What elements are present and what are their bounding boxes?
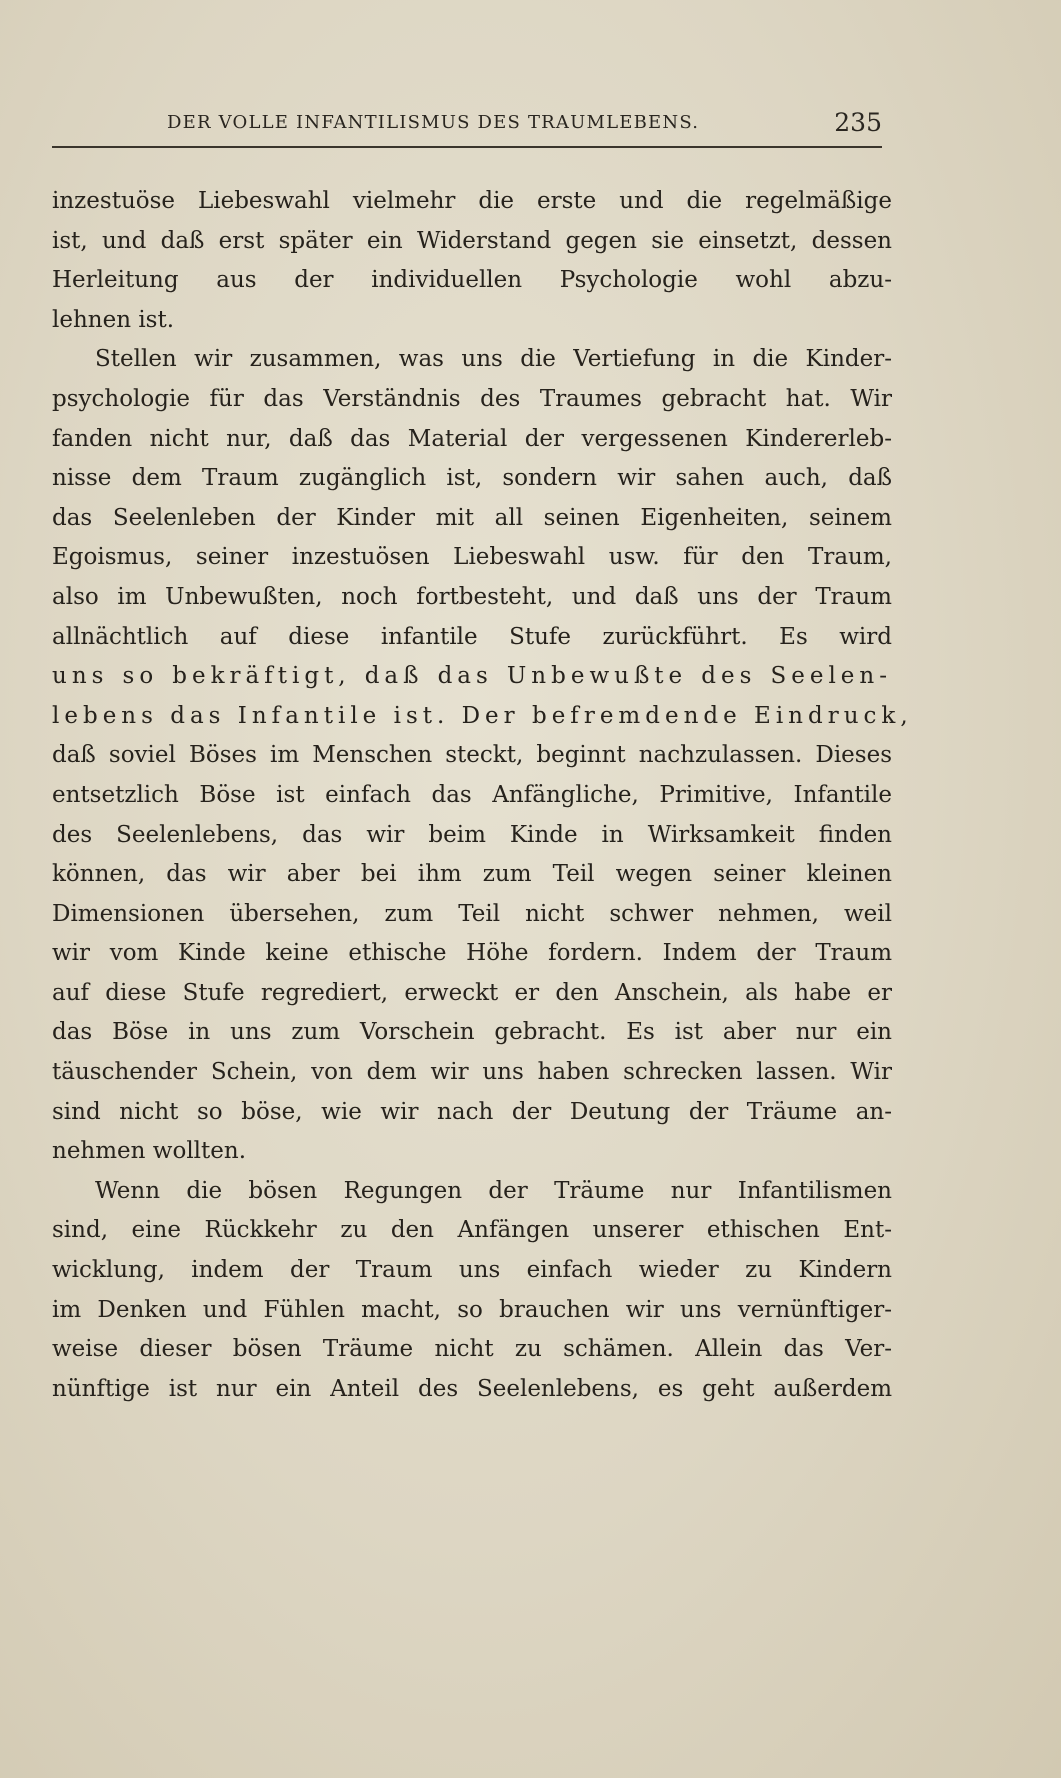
text-line: des Seelenlebens, das wir beim Kinde in Wirksamkeit finden [52,821,892,848]
text-line: nehmen wollten. [52,1138,247,1165]
text-line: nisse dem Traum zugänglich ist, sondern wir sahen auch, daß [52,465,892,492]
page-header [52,108,882,148]
body-text [52,182,913,1409]
text-line: ist, und daß erst später ein Widerstand gegen sie einsetzt, dessen [52,227,892,254]
header-rule [52,146,882,148]
text-line: Egoismus, seiner inzestuösen Liebeswahl usw. für den Traum, [52,544,892,571]
text-line: nünftige ist nur ein Anteil des Seelenlebens, es geht außerdem [52,1375,892,1402]
text-line: lehnen ist. [52,306,175,333]
text-line: wicklung, indem der Traum uns einfach wieder zu Kindern [52,1257,892,1284]
spaced-emphasis-line: uns so bekräftigt, daß das Unbewußte des Seelen- [52,663,892,690]
text-line: allnächtlich auf diese infantile Stufe zurückführt. Es wird [52,623,892,650]
text-line: daß soviel Böses im Menschen steckt, beginnt nachzulassen. Dieses [52,742,892,769]
text-line: sind nicht so böse, wie wir nach der Deutung der Träume an- [52,1098,892,1125]
text-line: Herleitung aus der individuellen Psychologie wohl abzu- [52,267,892,294]
text-line: das Seelenleben der Kinder mit all seinen Eigenheiten, seinem [52,504,892,531]
text-line: auf diese Stufe regrediert, erweckt er den Anschein, als habe er [52,979,892,1006]
text-line: entsetzlich Böse ist einfach das Anfängliche, Primitive, Infantile [52,781,892,808]
text-line: sind, eine Rückkehr zu den Anfängen unserer ethischen Ent- [52,1217,892,1244]
text-line: täuschender Schein, von dem wir uns haben schrecken lassen. Wir [52,1059,892,1086]
paragraph-start-line: Wenn die bösen Regungen der Träume nur Infantilismen [95,1177,892,1204]
running-title: DER VOLLE INFANTILISMUS DES TRAUMLEBENS. [167,112,700,133]
text-line: wir vom Kinde keine ethische Höhe fordern. Indem der Traum [52,940,892,967]
text-line: also im Unbewußten, noch fortbesteht, und daß uns der Traum [52,583,892,610]
page-number: 235 [834,108,882,137]
spaced-emphasis-line: lebens das Infantile ist. Der befremdende Eindruck, [52,702,913,729]
text-line: Dimensionen übersehen, zum Teil nicht schwer nehmen, weil [52,900,892,927]
text-line: psychologie für das Verständnis des Traumes gebracht hat. Wir [52,385,892,412]
text-line: inzestuöse Liebeswahl vielmehr die erste und die regelmäßige [52,188,892,214]
text-line: das Böse in uns zum Vorschein gebracht. Es ist aber nur ein [52,1019,892,1046]
text-line: im Denken und Fühlen macht, so brauchen wir uns vernünftiger- [52,1296,892,1323]
text-line: weise dieser bösen Träume nicht zu schämen. Allein das Ver- [52,1336,892,1363]
text-line: fanden nicht nur, daß das Material der vergessenen Kindererleb- [52,425,892,452]
paragraph-start-line: Stellen wir zusammen, was uns die Vertiefung in die Kinder- [95,346,892,373]
text-line: können, das wir aber bei ihm zum Teil wegen seiner kleinen [52,861,892,888]
